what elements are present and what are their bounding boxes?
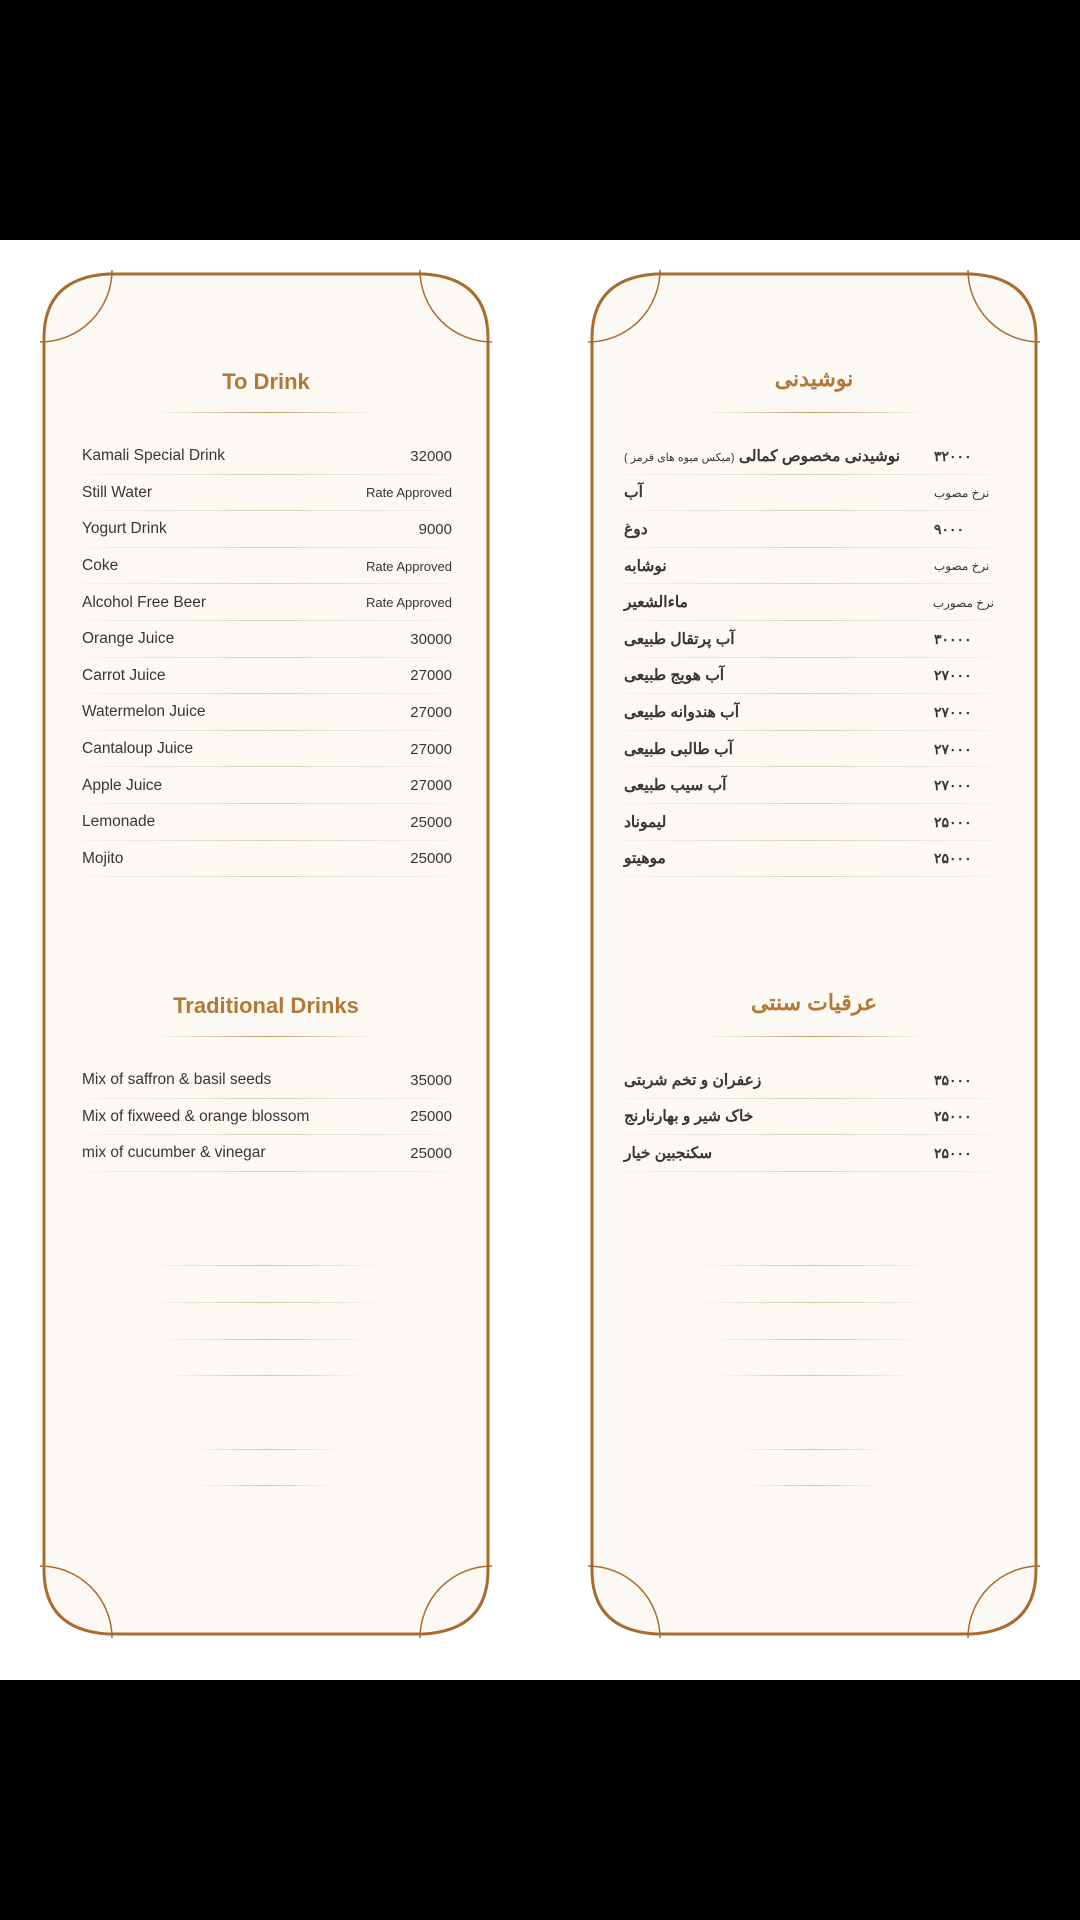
- section-title-traditional: Traditional Drinks: [173, 993, 359, 1018]
- section-title-to-drink: To Drink: [222, 369, 310, 394]
- english-menu-card: [40, 270, 492, 1638]
- menu-item: آب هویج طبیعی ۲۷۰۰۰: [624, 658, 994, 695]
- menu-item: Coke Rate Approved: [82, 548, 452, 585]
- menu-item: زعفران و تخم شربتی ۳۵۰۰۰: [624, 1062, 994, 1099]
- menu-item: Kamali Special Drink 32000: [82, 438, 452, 475]
- menu-item: آب سیب طبیعی ۲۷۰۰۰: [624, 767, 994, 804]
- title-divider: [703, 1036, 925, 1037]
- menu-item: آب طالبی طبیعی ۲۷۰۰۰: [624, 731, 994, 768]
- traditional-list: [82, 1062, 452, 1172]
- menu-item: لیموناد ۲۵۰۰۰: [624, 804, 994, 841]
- menu-item: سکنجبین خیار ۲۵۰۰۰: [624, 1135, 994, 1172]
- menu-item: آب هندوانه طبیعی ۲۷۰۰۰: [624, 694, 994, 731]
- menu-item: ماءالشعیر نرخ مصورب: [624, 584, 994, 621]
- menu-item: موهیتو ۲۵۰۰۰: [624, 841, 994, 878]
- title-divider: [155, 1036, 377, 1037]
- menu-item: Mix of saffron & basil seeds 35000: [82, 1062, 452, 1099]
- menu-item: آب نرخ مصوب: [624, 475, 994, 512]
- menu-item: Cantaloup Juice 27000: [82, 731, 452, 768]
- menu-item: Watermelon Juice 27000: [82, 694, 452, 731]
- menu-item: نوشیدنی مخصوص کمالی (میکس میوه های قرمز ) ۳۲۰۰۰: [624, 438, 994, 475]
- section-title-traditional-fa: عرقیات سنتی: [751, 990, 877, 1015]
- menu-sheet: [0, 240, 1080, 1680]
- section-title-drinks-fa: نوشیدنی: [774, 366, 854, 391]
- menu-item: Orange Juice 30000: [82, 621, 452, 658]
- persian-menu-card: [588, 270, 1040, 1638]
- menu-item: Yogurt Drink 9000: [82, 511, 452, 548]
- menu-item: mix of cucumber & vinegar 25000: [82, 1135, 452, 1172]
- title-divider: [155, 412, 377, 413]
- menu-item: دوغ ۹۰۰۰: [624, 511, 994, 548]
- menu-item: Still Water Rate Approved: [82, 475, 452, 512]
- menu-item: Carrot Juice 27000: [82, 658, 452, 695]
- menu-item: خاک شیر و بهارنارنج ۲۵۰۰۰: [624, 1099, 994, 1136]
- title-divider: [703, 412, 925, 413]
- traditional-list-fa: [624, 1062, 994, 1172]
- menu-item: Mojito 25000: [82, 841, 452, 878]
- menu-item: Alcohol Free Beer Rate Approved: [82, 584, 452, 621]
- menu-item: Lemonade 25000: [82, 804, 452, 841]
- drinks-list: [82, 438, 452, 877]
- drinks-list-fa: [624, 438, 994, 877]
- menu-item: آب پرتقال طبیعی ۳۰۰۰۰: [624, 621, 994, 658]
- menu-item: Apple Juice 27000: [82, 767, 452, 804]
- menu-item: نوشابه نرخ مصوب: [624, 548, 994, 585]
- menu-item: Mix of fixweed & orange blossom 25000: [82, 1099, 452, 1136]
